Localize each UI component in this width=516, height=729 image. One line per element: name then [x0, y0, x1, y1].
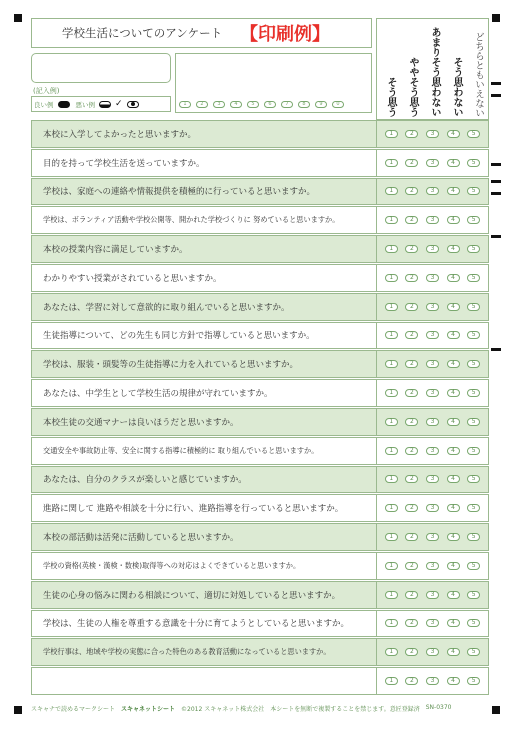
answer-bubbles	[376, 149, 489, 177]
question-row	[31, 437, 489, 466]
question-text: 本校の授業内容に満足していますか。	[31, 235, 376, 263]
answer-bubble[interactable]: 2	[405, 245, 418, 253]
question-text: 学校は、服装・頭髪等の生徒指導に力を入れていると思いますか。	[31, 350, 376, 378]
answer-bubble[interactable]: 5	[467, 159, 480, 167]
answer-bubble[interactable]: 3	[426, 360, 439, 368]
bad-example-label: 悪い例	[75, 100, 95, 109]
question-row	[31, 120, 489, 149]
question-row	[31, 379, 489, 408]
answer-bubble[interactable]: 1	[385, 274, 398, 282]
question-text: あなたは、学習に対して意欲的に取り組んでいると思いますか。	[31, 293, 376, 321]
answer-bubble[interactable]: 1	[385, 619, 398, 627]
answer-bubble[interactable]: 1	[385, 187, 398, 195]
answer-bubble[interactable]: 4	[447, 533, 460, 541]
answer-bubble[interactable]: 2	[405, 591, 418, 599]
answer-bubble[interactable]: 3	[426, 562, 439, 570]
question-row	[31, 235, 489, 264]
answer-bubbles	[376, 120, 489, 148]
question-text: 学校は、生徒の人権を尊重する意識を十分に育てようとしていると思いますか。	[31, 610, 376, 638]
answer-bubble[interactable]: 5	[467, 245, 480, 253]
answer-bubble[interactable]: 5	[467, 648, 480, 656]
answer-bubbles	[376, 638, 489, 666]
answer-bubble[interactable]: 1	[385, 648, 398, 656]
id-bubble[interactable]: 7	[281, 101, 293, 108]
answer-bubble[interactable]: 4	[447, 245, 460, 253]
answer-bubble[interactable]: 3	[426, 130, 439, 138]
answer-bubble[interactable]: 5	[467, 475, 480, 483]
scale-label-2: ややそう思う	[407, 57, 418, 117]
answer-bubble[interactable]: 2	[405, 533, 418, 541]
answer-bubble[interactable]: 4	[447, 418, 460, 426]
answer-bubble[interactable]: 4	[447, 159, 460, 167]
question-row	[31, 552, 489, 581]
question-row	[31, 523, 489, 552]
id-bubble[interactable]: 0	[332, 101, 344, 108]
answer-bubble[interactable]: 1	[385, 389, 398, 397]
name-field[interactable]	[31, 53, 171, 83]
answer-bubble[interactable]: 5	[467, 562, 480, 570]
timing-mark	[491, 163, 501, 166]
answer-bubbles	[376, 264, 489, 292]
question-row	[31, 494, 489, 523]
footer-code: SN-0370	[425, 704, 452, 711]
footer-notice: 本シートを無断で複製することを禁じます。意匠登録済	[270, 706, 420, 713]
answer-bubble[interactable]: 3	[426, 591, 439, 599]
question-row	[31, 638, 489, 667]
answer-bubble[interactable]: 2	[405, 331, 418, 339]
answer-bubble[interactable]: 3	[426, 533, 439, 541]
answer-bubble[interactable]: 4	[447, 274, 460, 282]
answer-bubble[interactable]: 4	[447, 562, 460, 570]
question-text: あなたは、中学生として学校生活の規律が守れていますか。	[31, 379, 376, 407]
answer-bubble[interactable]: 2	[405, 360, 418, 368]
answer-bubbles	[376, 552, 489, 580]
answer-bubbles	[376, 379, 489, 407]
question-text: 本校に入学してよかったと思いますか。	[31, 120, 376, 148]
answer-bubble[interactable]: 5	[467, 447, 480, 455]
answer-bubble[interactable]: 5	[467, 303, 480, 311]
answer-bubble[interactable]: 4	[447, 187, 460, 195]
answer-bubble[interactable]: 1	[385, 504, 398, 512]
corner-mark-top-left	[14, 14, 22, 22]
answer-bubble[interactable]: 2	[405, 475, 418, 483]
question-text: わかりやすい授業がされていると思いますか。	[31, 264, 376, 292]
answer-bubble[interactable]: 3	[426, 303, 439, 311]
question-text: 学校は、家庭への連絡や情報提供を積極的に行っていると思いますか。	[31, 178, 376, 206]
dot-mark-icon	[127, 101, 139, 108]
question-text: 生徒の心身の悩みに関わる相談について、適切に対処していると思いますか。	[31, 581, 376, 609]
answer-bubble[interactable]: 3	[426, 159, 439, 167]
question-row	[31, 610, 489, 639]
answer-bubble[interactable]: 5	[467, 274, 480, 282]
answer-bubble[interactable]: 4	[447, 130, 460, 138]
answer-bubble[interactable]: 2	[405, 303, 418, 311]
question-text: 本校生徒の交通マナーは良いほうだと思いますか。	[31, 408, 376, 436]
id-bubble[interactable]: 9	[315, 101, 327, 108]
id-bubble[interactable]: 6	[264, 101, 276, 108]
answer-bubble[interactable]: 1	[385, 447, 398, 455]
answer-bubble[interactable]: 1	[385, 562, 398, 570]
answer-bubble[interactable]: 5	[467, 187, 480, 195]
corner-mark-top-right	[492, 14, 500, 22]
answer-bubble[interactable]: 2	[405, 562, 418, 570]
answer-bubble[interactable]: 1	[385, 591, 398, 599]
corner-mark-bottom-right	[492, 706, 500, 714]
good-example-label: 良い例	[34, 100, 54, 109]
answer-bubble[interactable]: 1	[385, 303, 398, 311]
answer-bubble[interactable]: 4	[447, 360, 460, 368]
question-row	[31, 667, 489, 696]
answer-bubble[interactable]: 5	[467, 331, 480, 339]
answer-bubbles	[376, 667, 489, 695]
question-row	[31, 408, 489, 437]
answer-bubble[interactable]: 4	[447, 216, 460, 224]
answer-bubble[interactable]: 3	[426, 418, 439, 426]
question-text: 目的を持って学校生活を送っていますか。	[31, 149, 376, 177]
answer-scale-header	[376, 18, 489, 120]
example-heading: (記入例)	[33, 87, 60, 95]
answer-bubbles	[376, 494, 489, 522]
question-text: あなたは、自分のクラスが楽しいと感じていますか。	[31, 466, 376, 494]
question-text: 生徒指導について、どの先生も同じ方針で指導していると思いますか。	[31, 322, 376, 350]
check-mark-icon: ✓	[115, 99, 123, 109]
answer-bubble[interactable]: 4	[447, 331, 460, 339]
id-bubble[interactable]: 1	[179, 101, 191, 108]
question-text: 学校行事は、地域や学校の実態に合った特色のある教育活動になっていると思いますか。	[31, 638, 376, 666]
id-bubble[interactable]: 2	[196, 101, 208, 108]
id-bubble[interactable]: 3	[213, 101, 225, 108]
answer-bubble[interactable]: 4	[447, 648, 460, 656]
question-row	[31, 206, 489, 235]
title-box	[31, 18, 372, 48]
answer-bubble[interactable]: 4	[447, 389, 460, 397]
answer-bubbles	[376, 610, 489, 638]
answer-bubble[interactable]: 4	[447, 303, 460, 311]
answer-bubble[interactable]: 3	[426, 274, 439, 282]
question-text: 進路に関して 進路や相談を十分に行い、進路指導を行っていると思いますか。	[31, 494, 376, 522]
answer-bubble[interactable]: 3	[426, 504, 439, 512]
answer-bubble[interactable]: 2	[405, 274, 418, 282]
answer-bubble[interactable]: 2	[405, 619, 418, 627]
question-text: 交通安全や事故防止等、安全に関する指導に積極的に 取り組んでいると思いますか。	[31, 437, 376, 465]
answer-bubble[interactable]: 2	[405, 389, 418, 397]
question-list	[31, 120, 489, 696]
timing-mark	[491, 192, 501, 195]
half-filled-mark-icon	[99, 101, 111, 108]
answer-bubble[interactable]: 5	[467, 216, 480, 224]
answer-bubbles	[376, 408, 489, 436]
answer-bubble[interactable]: 5	[467, 418, 480, 426]
footer-tagline: スキャナで読めるマークシート	[31, 706, 116, 713]
answer-bubbles	[376, 437, 489, 465]
marking-example	[31, 96, 171, 112]
answer-bubble[interactable]: 3	[426, 331, 439, 339]
answer-bubbles	[376, 178, 489, 206]
print-sample-label: 【印刷例】	[240, 24, 330, 45]
answer-bubble[interactable]: 4	[447, 677, 460, 685]
answer-bubble[interactable]: 4	[447, 504, 460, 512]
footer-copyright: ©2012 スキャネット株式会社	[181, 706, 265, 713]
answer-bubbles	[376, 581, 489, 609]
answer-bubble[interactable]: 3	[426, 447, 439, 455]
answer-bubble[interactable]: 5	[467, 130, 480, 138]
answer-bubble[interactable]: 3	[426, 389, 439, 397]
scale-label-3: あまりそう思わない	[429, 27, 440, 117]
answer-bubble[interactable]: 4	[447, 591, 460, 599]
question-row	[31, 322, 489, 351]
question-row	[31, 178, 489, 207]
answer-bubbles	[376, 523, 489, 551]
answer-bubble[interactable]: 1	[385, 159, 398, 167]
question-text: 本校の部活動は活発に活動していると思いますか。	[31, 523, 376, 551]
scale-label-4: そう思わない	[451, 57, 462, 117]
answer-bubble[interactable]: 3	[426, 245, 439, 253]
question-text	[31, 667, 376, 695]
answer-bubble[interactable]: 1	[385, 130, 398, 138]
answer-bubble[interactable]: 1	[385, 533, 398, 541]
answer-bubble[interactable]: 4	[447, 475, 460, 483]
answer-bubble[interactable]: 4	[447, 619, 460, 627]
id-bubble[interactable]: 8	[298, 101, 310, 108]
answer-bubbles	[376, 235, 489, 263]
answer-bubble[interactable]: 2	[405, 187, 418, 195]
answer-bubbles	[376, 206, 489, 234]
answer-bubble[interactable]: 1	[385, 418, 398, 426]
question-text: 学校は、ボランティア活動や学校公開等、開かれた学校づくりに 努めていると思いますか。	[31, 206, 376, 234]
answer-bubble[interactable]: 3	[426, 677, 439, 685]
id-mark-area[interactable]	[175, 53, 372, 113]
answer-bubble[interactable]: 2	[405, 418, 418, 426]
answer-bubble[interactable]: 5	[467, 360, 480, 368]
timing-mark	[491, 94, 501, 97]
answer-bubble[interactable]: 3	[426, 648, 439, 656]
answer-bubble[interactable]: 1	[385, 360, 398, 368]
answer-bubble[interactable]: 1	[385, 245, 398, 253]
answer-bubble[interactable]: 2	[405, 130, 418, 138]
answer-bubble[interactable]: 5	[467, 591, 480, 599]
answer-bubble[interactable]: 2	[405, 159, 418, 167]
timing-mark	[491, 348, 501, 351]
question-row	[31, 466, 489, 495]
question-row	[31, 293, 489, 322]
answer-bubbles	[376, 466, 489, 494]
answer-bubbles	[376, 293, 489, 321]
timing-mark	[491, 82, 501, 85]
question-row	[31, 581, 489, 610]
id-bubble-row	[179, 101, 344, 108]
answer-bubbles	[376, 322, 489, 350]
question-row	[31, 264, 489, 293]
answer-bubble[interactable]: 2	[405, 504, 418, 512]
answer-bubble[interactable]: 2	[405, 447, 418, 455]
answer-bubble[interactable]: 1	[385, 216, 398, 224]
corner-mark-bottom-left	[14, 706, 22, 714]
answer-bubbles	[376, 350, 489, 378]
answer-bubble[interactable]: 3	[426, 216, 439, 224]
answer-bubble[interactable]: 5	[467, 677, 480, 685]
page-title: 学校生活についてのアンケート	[62, 26, 223, 40]
question-row	[31, 350, 489, 379]
scale-label-5: どちらともいえない	[473, 31, 484, 117]
id-bubble[interactable]: 5	[247, 101, 259, 108]
question-text: 学校の資格(英検・漢検・数検)取得等への対応はよくできていると思いますか。	[31, 552, 376, 580]
answer-bubble[interactable]: 5	[467, 504, 480, 512]
answer-bubble[interactable]: 3	[426, 619, 439, 627]
answer-bubble[interactable]: 5	[467, 533, 480, 541]
answer-bubble[interactable]: 1	[385, 331, 398, 339]
answer-bubble[interactable]: 5	[467, 389, 480, 397]
question-row	[31, 149, 489, 178]
footer	[31, 704, 491, 713]
answer-bubble[interactable]: 1	[385, 475, 398, 483]
filled-mark-icon	[58, 101, 70, 108]
id-bubble[interactable]: 4	[230, 101, 242, 108]
answer-bubble[interactable]: 5	[467, 619, 480, 627]
answer-bubble[interactable]: 4	[447, 447, 460, 455]
scale-label-1: そう思う	[385, 77, 396, 117]
answer-bubble[interactable]: 2	[405, 677, 418, 685]
timing-mark	[491, 235, 501, 238]
answer-bubble[interactable]: 3	[426, 187, 439, 195]
footer-brand: スキャネットシート	[121, 706, 176, 713]
answer-bubble[interactable]: 2	[405, 216, 418, 224]
answer-bubble[interactable]: 1	[385, 677, 398, 685]
answer-bubble[interactable]: 3	[426, 475, 439, 483]
timing-mark	[491, 180, 501, 183]
answer-bubble[interactable]: 2	[405, 648, 418, 656]
